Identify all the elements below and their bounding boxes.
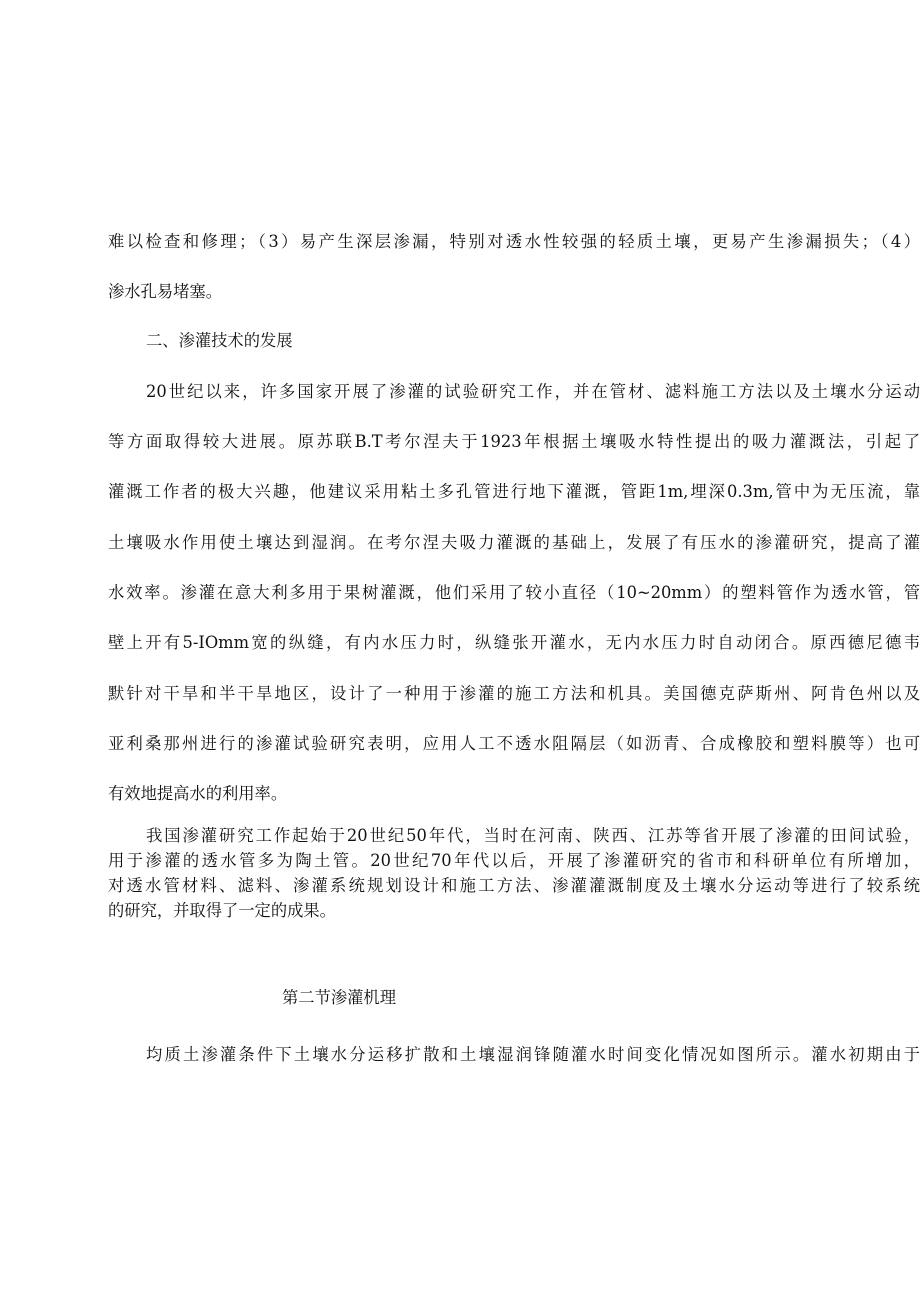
text-line: 灌溉工作者的极大兴趣，他建议采用粘土多孔管进行地下灌溉，管距1m,埋深0.3m,管中为无压流，靠	[108, 482, 920, 501]
text-line: 默针对干旱和半干旱地区，设计了一种用于渗灌的施工方法和机具。美国德克萨斯州、阿肯色州以及	[108, 684, 920, 703]
text-line: 均质土渗灌条件下土壤水分运移扩散和土壤湿润锋随灌水时间变化情况如图所示。灌水初期由于	[146, 1045, 920, 1064]
text-line: 用于渗灌的透水管多为陶土管。20世纪70年代以后，开展了渗灌研究的省市和科研单位有所增加，	[108, 851, 920, 870]
text-line: 亚利桑那州进行的渗灌试验研究表明，应用人工不透水阻隔层（如沥青、合成橡胶和塑料膜等）也可	[108, 734, 920, 753]
text-line: 20世纪以来，许多国家开展了渗灌的试验研究工作，并在管材、滤料施工方法以及土壤水分运动	[146, 382, 920, 401]
section-heading: 二、渗灌技术的发展	[146, 331, 293, 350]
text-line: 土壤吸水作用使土壤达到湿润。在考尔涅夫吸力灌溉的基础上，发展了有压水的渗灌研究，提高了灌	[108, 533, 920, 552]
text-line: 等方面取得较大进展。原苏联B.T考尔涅夫于1923年根据土壤吸水特性提出的吸力灌溉法，引起了	[108, 432, 920, 451]
text-line: 难以检查和修理；（3）易产生深层渗漏，特别对透水性较强的轻质土壤，更易产生渗漏损失；（4）	[108, 232, 920, 251]
text-line: 对透水管材料、滤料、渗灌系统规划设计和施工方法、渗灌灌溉制度及土壤水分运动等进行了较系统	[108, 876, 920, 895]
text-line: 有效地提高水的利用率。	[108, 784, 288, 803]
text-line: 渗水孔易堵塞。	[108, 282, 222, 301]
text-line: 我国渗灌研究工作起始于20世纪50年代，当时在河南、陕西、江苏等省开展了渗灌的田间试验，	[146, 826, 920, 845]
section-title: 第二节渗灌机理	[282, 988, 396, 1007]
text-line: 的研究，并取得了一定的成果。	[108, 901, 336, 920]
text-line: 水效率。渗灌在意大利多用于果树灌溉，他们采用了较小直径（10~20mm）的塑料管作为透水管，管	[108, 583, 920, 602]
text-line: 壁上开有5-IOmm宽的纵缝，有内水压力时，纵缝张开灌水，无内水压力时自动闭合。原西德尼德韦	[108, 633, 920, 652]
